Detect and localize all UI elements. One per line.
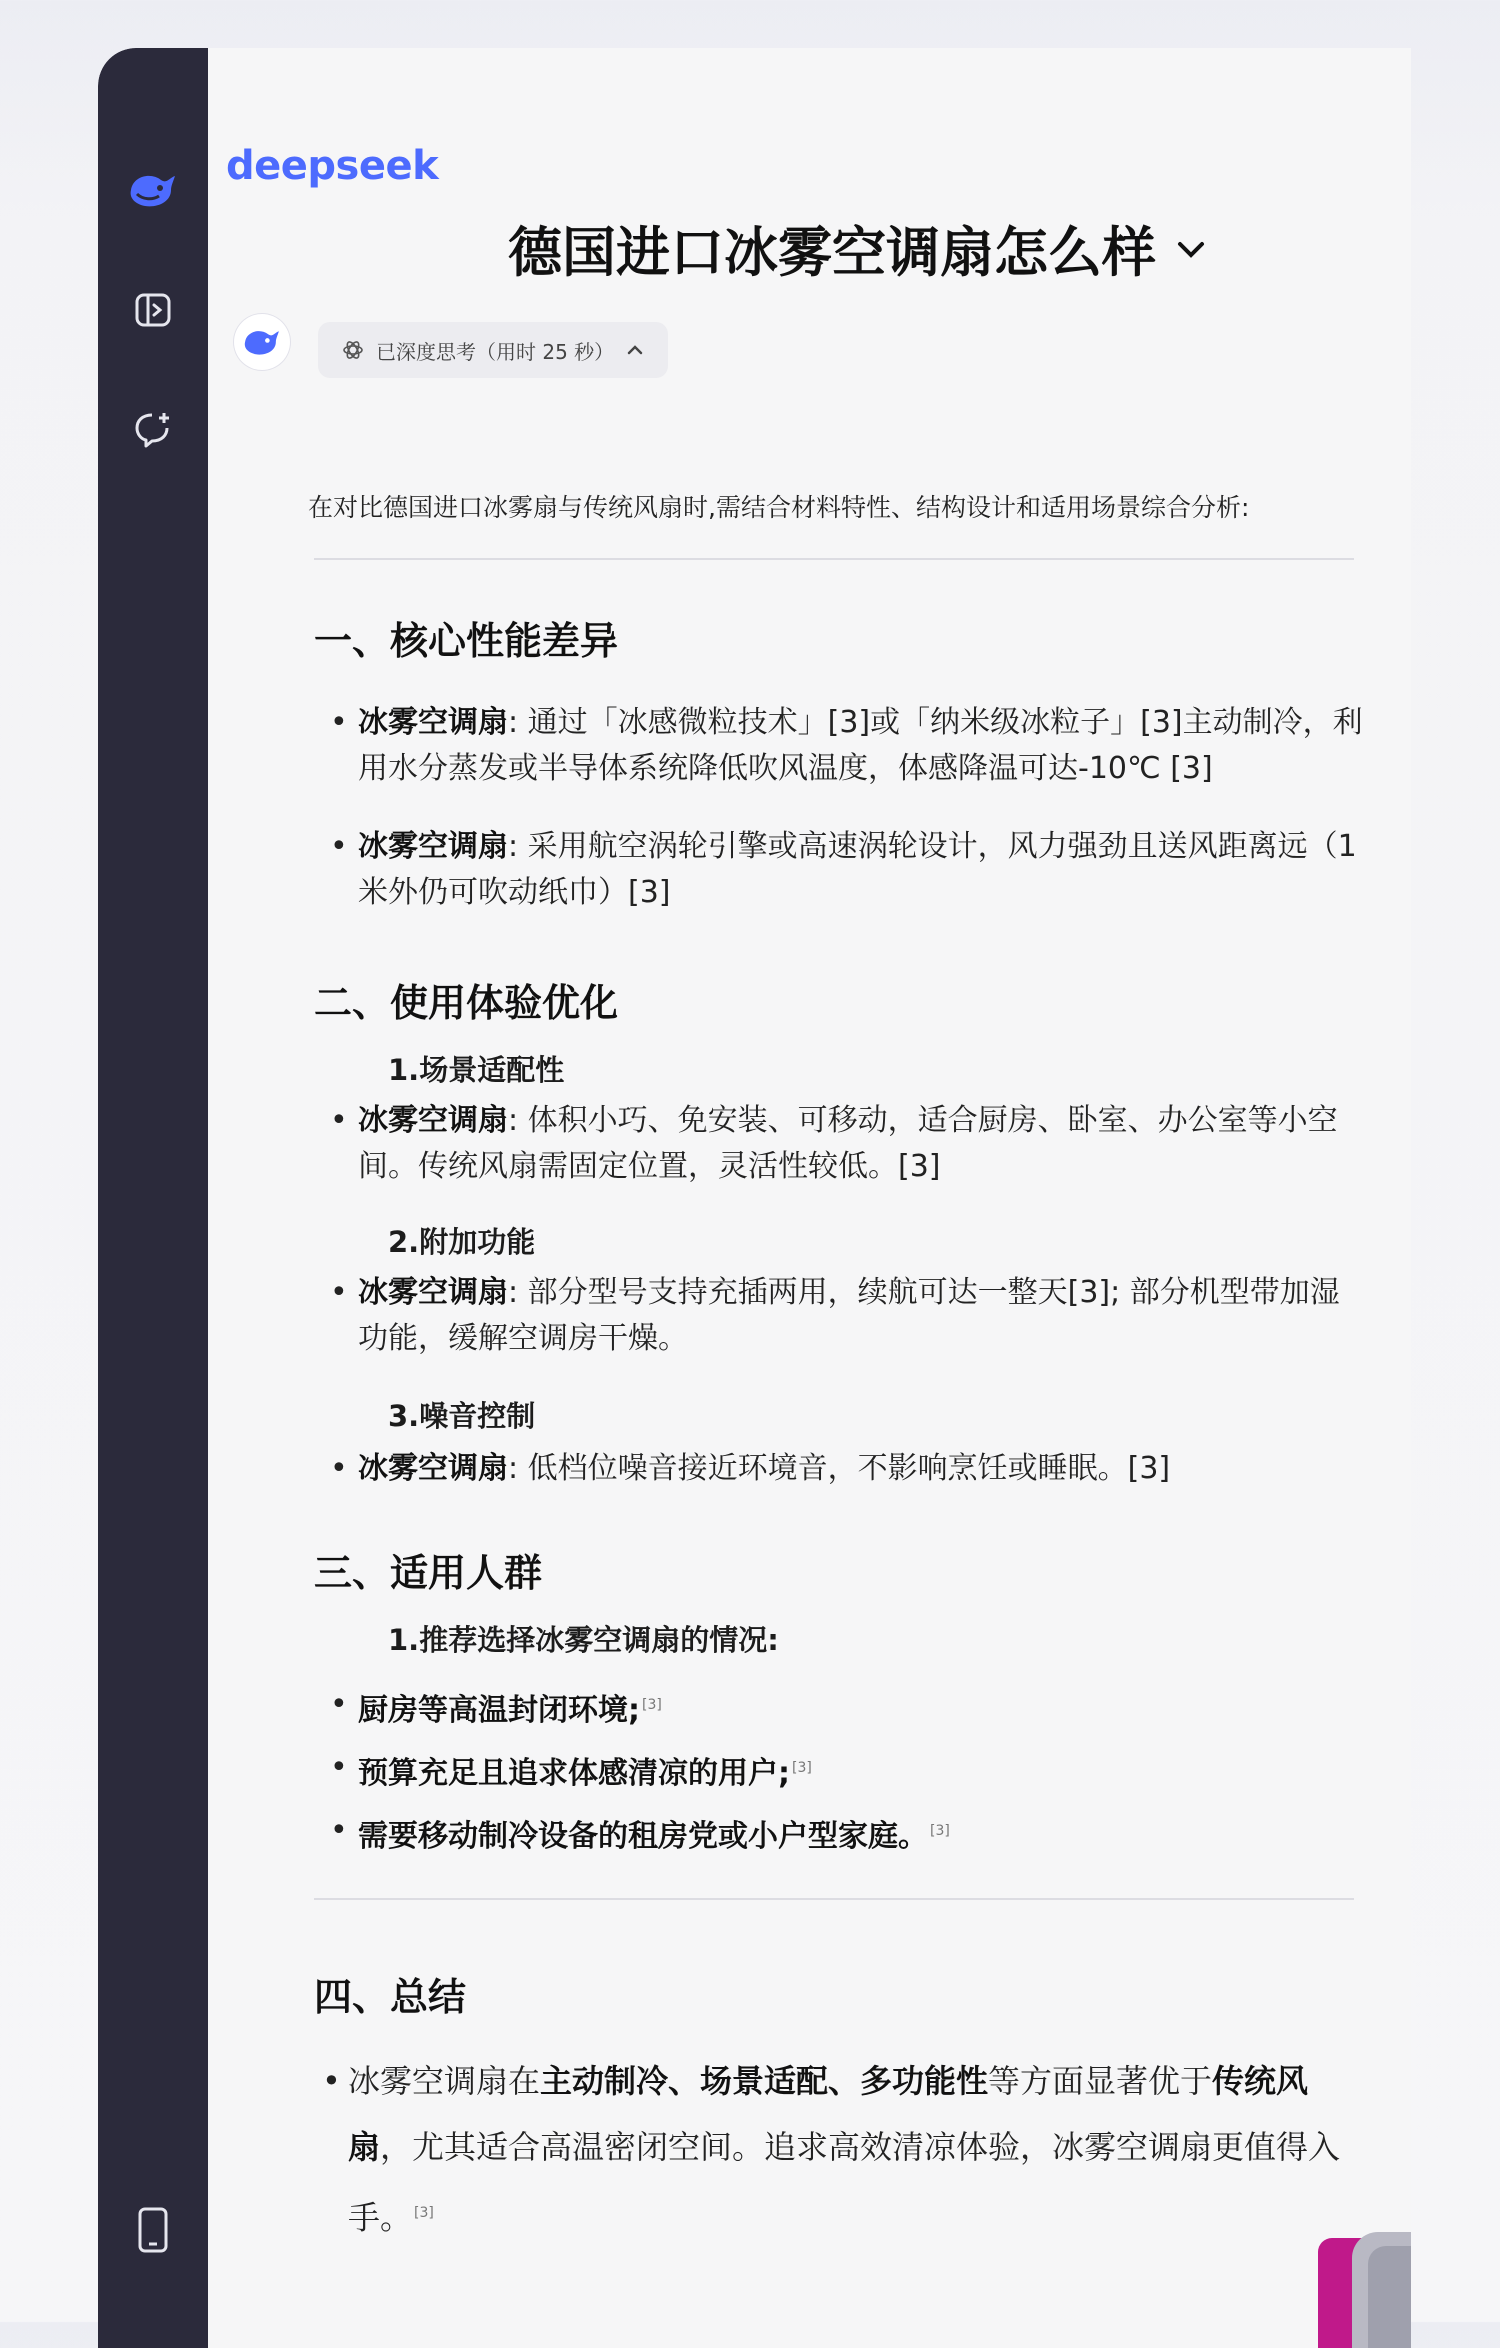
atom-icon xyxy=(342,339,364,361)
item-bold: 预算充足且追求体感清凉的用户; xyxy=(358,1756,790,1791)
sidebar-toggle-icon[interactable] xyxy=(121,278,185,342)
chevron-down-icon xyxy=(1174,232,1208,266)
item-text: : 通过「冰感微粒技术」[3]或「纳米级冰粒子」[3]主动制冷，利用水分蒸发或半导体系统降低吹风温度，体感降温可达-10℃ [3] xyxy=(358,705,1363,786)
chevron-up-icon xyxy=(626,341,644,359)
citation[interactable]: [3] xyxy=(792,1760,812,1776)
citation[interactable]: [3] xyxy=(642,1697,662,1713)
summary-bold: 传统风扇 xyxy=(348,2062,1309,2166)
section-heading: 二、使用体验优化 xyxy=(314,981,619,1025)
list-item xyxy=(358,700,1368,792)
section-heading: 一、核心性能差异 xyxy=(314,619,619,663)
section-heading: 三、适用人群 xyxy=(314,1551,543,1595)
subsection-title: 3.噪音控制 xyxy=(388,1399,536,1433)
sidebar xyxy=(98,48,208,2348)
conversation-title[interactable] xyxy=(508,210,1208,287)
summary-bold: 主动制冷、场景适配、多功能性 xyxy=(540,2062,989,2100)
item-text: : 体积小巧、免安装、可移动，适合厨房、卧室、办公室等小空间。传统风扇需固定位置，灵活性较低。[3] xyxy=(358,1103,1338,1184)
summary-item xyxy=(348,2048,1358,2251)
list-item xyxy=(358,1808,1368,1860)
summary-text: 冰雾空调扇在 xyxy=(348,2062,541,2100)
app-window xyxy=(98,48,1411,2348)
item-bold: 冰雾空调扇 xyxy=(358,1103,508,1138)
summary-text: 等方面显著优于 xyxy=(988,2062,1213,2100)
whale-icon xyxy=(242,325,282,359)
item-bold: 冰雾空调扇 xyxy=(358,1451,508,1486)
brand-name: deepseek xyxy=(226,143,439,189)
deep-think-toggle[interactable] xyxy=(318,322,668,378)
item-bold: 冰雾空调扇 xyxy=(358,829,508,864)
citation[interactable]: [3] xyxy=(414,2205,434,2221)
item-bold: 冰雾空调扇 xyxy=(358,1275,508,1310)
title-text: 德国进口冰雾空调扇怎么样 xyxy=(508,221,1156,284)
item-text: : 低档位噪音接近环境音，不影响烹饪或睡眠。[3] xyxy=(508,1451,1171,1486)
list-item xyxy=(358,1270,1368,1362)
subsection-title: 1.场景适配性 xyxy=(388,1053,565,1087)
list-item xyxy=(358,1446,1368,1492)
list-item xyxy=(358,1682,1368,1734)
citation[interactable]: [3] xyxy=(930,1823,950,1839)
list-item xyxy=(358,824,1368,916)
answer-intro: 在对比德国进口冰雾扇与传统风扇时,需结合材料特性、结构设计和适用场景综合分析: xyxy=(308,493,1250,522)
summary-text: ，尤其适合高温密闭空间。追求高效清凉体验，冰雾空调扇更值得入手。 xyxy=(348,2128,1341,2237)
item-text: : 采用航空涡轮引擎或高速涡轮设计，风力强劲且送风距离远（1米外仍可吹动纸巾）[3] xyxy=(358,829,1357,910)
item-text: : 部分型号支持充插两用，续航可达一整天[3]; 部分机型带加湿功能，缓解空调房干燥。 xyxy=(358,1275,1340,1356)
divider xyxy=(314,558,1354,560)
subsection-title: 1.推荐选择冰雾空调扇的情况: xyxy=(388,1623,779,1657)
list-item xyxy=(358,1098,1368,1190)
brand xyxy=(226,143,438,189)
thinking-label: 已深度思考（用时 25 秒） xyxy=(376,339,615,364)
item-bold: 冰雾空调扇 xyxy=(358,705,508,740)
divider xyxy=(314,1898,1354,1900)
subsection-title: 2.附加功能 xyxy=(388,1225,536,1259)
chat-main xyxy=(208,48,1411,2348)
new-chat-icon[interactable] xyxy=(121,398,185,462)
list-item xyxy=(358,1745,1368,1797)
deepseek-logo-icon[interactable] xyxy=(121,158,185,222)
section-heading: 四、总结 xyxy=(314,1975,467,2019)
item-bold: 需要移动制冷设备的租房党或小户型家庭。 xyxy=(358,1819,928,1854)
product-image xyxy=(1308,2228,1411,2348)
mobile-app-icon[interactable] xyxy=(121,2198,185,2262)
assistant-avatar xyxy=(234,314,290,370)
item-bold: 厨房等高温封闭环境; xyxy=(358,1693,640,1728)
